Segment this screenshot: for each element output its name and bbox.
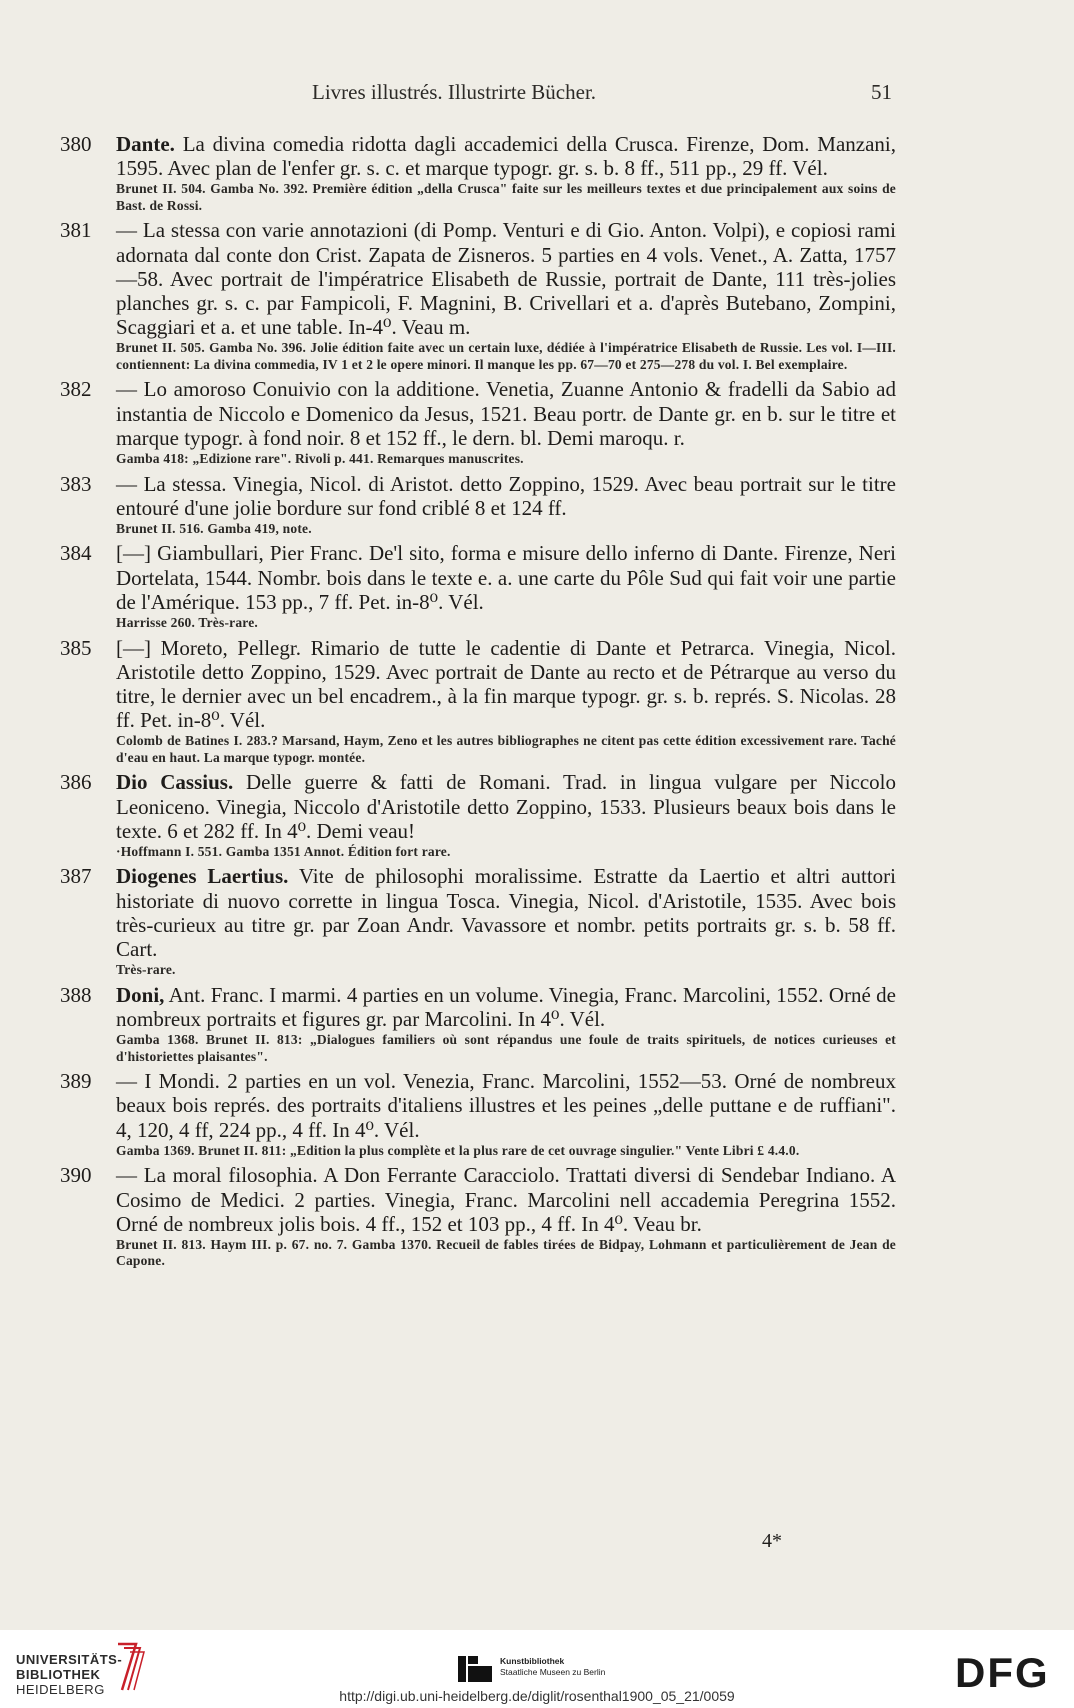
catalog-entry bbox=[60, 472, 896, 538]
entry-text: — La stessa con varie annotazioni (di Pomp. Venturi e di Gio. Anton. Volpi), e copiosi rami adornata dal conte don Crist. Zapata de Zisneros. 5 parties en 4 vols. Venet., A. Zatta, 1757—58. Avec portrait de l'impératrice Elisabeth de Russie, portrait de Dante, 111 très-jolies planches gr. s. c. par Fampicoli, F. Magnini, B. Crivellari et a. d'après Butebano, Zompini, Scaggiari et a. et une table. In-4⁰. Veau m. bbox=[116, 218, 896, 340]
entry-author: Dio Cassius. bbox=[116, 770, 234, 795]
entry-text: — I Mondi. 2 parties en un vol. Venezia, Franc. Marcolini, 1552—53. Orné de nombreux beaux bois représ. des portraits d'italiens illustres et les peines „delle puttane e de ruffiani". 4, 120, 4 ff, 224 pp., 4 ff. In 4⁰. Vél. bbox=[116, 1069, 896, 1142]
kunstbibliothek-subtitle: Staatliche Museen zu Berlin bbox=[500, 1667, 606, 1677]
entry-number: 390 bbox=[60, 1163, 92, 1188]
entry-number: 383 bbox=[60, 471, 92, 496]
entry-author: Doni, bbox=[116, 982, 165, 1007]
entry-note: Gamba 1369. Brunet II. 811: „Edition la plus complète et la plus rare de cet ouvrage singulier." Vente Libri £ 4.4.0. bbox=[116, 1142, 800, 1158]
entry-number: 385 bbox=[60, 635, 92, 660]
catalog-entry bbox=[60, 1163, 896, 1270]
entry-note: Brunet II. 505. Gamba No. 396. Jolie édition faite avec un certain luxe, dédiée à l'impératrice Elisabeth de Russie. Les vol. I—III. contiennent: La divina commedia, IV 1 et 2 le opere minori. Il manque les pp. 67—70 et 275—278 du vol. I. Bel exemplaire. bbox=[116, 340, 896, 372]
entry-number: 386 bbox=[60, 770, 92, 795]
entry-number: 387 bbox=[60, 864, 92, 889]
digitization-footer bbox=[0, 1630, 1074, 1708]
entry-text: La divina comedia ridotta dagli accademici della Crusca. Firenze, Dom. Manzani, 1595. Avec plan de l'enfer gr. s. c. et marque typogr. gr. s. b. 8 ff., 511 pp., 29 ff. Vél. bbox=[116, 132, 896, 181]
entry-number: 381 bbox=[60, 218, 92, 243]
header-title: Livres illustrés. Illustrirte Bücher. bbox=[312, 80, 597, 104]
kunstbibliothek-name: Kunstbibliothek bbox=[500, 1656, 565, 1666]
entry-note: Gamba 1368. Brunet II. 813: „Dialogues familiers où sont répandus une foule de traits spirituels, de notices curieuses et d'historiettes plaisantes". bbox=[116, 1032, 896, 1064]
catalog-entry bbox=[60, 541, 896, 631]
entry-note: Brunet II. 504. Gamba No. 392. Première édition „della Crusca" faite sur les meilleurs textes et due principalement aux soins de Bast. de Rossi. bbox=[116, 181, 896, 213]
entry-note: Très-rare. bbox=[116, 962, 176, 978]
kunstbibliothek-logo-icon bbox=[458, 1656, 492, 1682]
entry-number: 380 bbox=[60, 132, 92, 156]
entry-text: [—] Giambullari, Pier Franc. De'l sito, forma e misure dello inferno di Dante. Firenze, Neri Dortelata, 1544. Nombr. bois dans le texte e. a. une carte du Pôle Sud qui fait voir une partie de l'Amérique. 153 pp., 7 ff. Pet. in-8⁰. Vél. bbox=[116, 541, 896, 614]
catalog-entry bbox=[60, 864, 896, 978]
university-line-1: UNIVERSITÄTS- bbox=[16, 1652, 123, 1667]
dfg-logo[interactable]: DFG bbox=[955, 1649, 1050, 1696]
catalog-entry bbox=[60, 636, 896, 767]
entry-author: Diogenes Laertius. bbox=[116, 864, 289, 889]
entry-note: Harrisse 260. Très-rare. bbox=[116, 615, 259, 631]
entry-number: 384 bbox=[60, 541, 92, 566]
entry-note: ·Hoffmann I. 551. Gamba 1351 Annot. Édition fort rare. bbox=[116, 843, 451, 859]
entry-text: Ant. Franc. I marmi. 4 parties en un volume. Vinegia, Franc. Marcolini, 1552. Orné de nombreux portraits et figures gr. par Marcolini. In 4⁰. Vél. bbox=[116, 982, 896, 1031]
entry-number: 388 bbox=[60, 982, 92, 1007]
catalog-entries bbox=[60, 132, 896, 1274]
catalog-entry bbox=[60, 132, 896, 214]
entry-note: Brunet II. 516. Gamba 419, note. bbox=[116, 520, 312, 536]
university-library-logo-icon bbox=[112, 1640, 146, 1692]
entry-number: 389 bbox=[60, 1069, 92, 1094]
catalog-entry bbox=[60, 770, 896, 860]
entry-author: Dante. bbox=[116, 132, 175, 156]
permalink-url[interactable]: http://digi.ub.uni-heidelberg.de/diglit/rosenthal1900_05_21/0059 bbox=[339, 1688, 735, 1704]
catalog-entry bbox=[60, 983, 896, 1065]
university-line-2: BIBLIOTHEK bbox=[16, 1667, 101, 1682]
university-line-3: HEIDELBERG bbox=[16, 1682, 105, 1697]
catalog-entry bbox=[60, 1069, 896, 1159]
entry-text: Vite de philosophi moralissime. Estratte da Laertio et altri auttori historiate di nuovo corrette in lingua Tosca. Vinegia, Nicol. d'Aristotile, 1535. Avec bois très-curieux au titre gr. par Zoan Andr. Vavassore et nombr. petits portraits gr. s. b. 58 ff. Cart. bbox=[116, 864, 896, 962]
entry-note: Colomb de Batines I. 283.? Marsand, Haym, Zeno et les autres bibliographes ne citent pas cette édition excessivement rare. Taché d'eau en haut. La marque typogr. montée. bbox=[116, 733, 896, 765]
entry-number: 382 bbox=[60, 377, 92, 402]
entry-note: Brunet II. 813. Haym III. p. 67. no. 7. Gamba 1370. Recueil de fables tirées de Bidpay, Lohmann et particulièrement de Jean de Capone. bbox=[116, 1236, 896, 1269]
catalog-entry bbox=[60, 377, 896, 467]
signature-mark: 4* bbox=[762, 1530, 782, 1552]
entry-text: — La moral filosophia. A Don Ferrante Caracciolo. Trattati diversi di Sendebar Indiano. A Cosimo de Medici. 2 parties. Vinegia, Franc. Marcolini nell accademia Peregrina 1552. Orné de nombreux jolis bois. 4 ff., 152 et 103 pp., 4 ff. In 4⁰. Veau br. bbox=[116, 1163, 896, 1236]
entry-text: [—] Moreto, Pellegr. Rimario de tutte le cadentie di Dante et Petrarca. Vinegia, Nicol. Aristotile detto Zoppino, 1529. Avec portrait de Dante au recto et de Pétrarque au verso du titre, le dernier avec un bel encadrem., à la fin marque typogr. gr. s. b. représ. S. Nicolas. 28 ff. Pet. in-8⁰. Vél. bbox=[116, 635, 896, 733]
entry-text: — La stessa. Vinegia, Nicol. di Aristot. detto Zoppino, 1529. Avec beau portrait sur le titre entouré d'une jolie bordure sur fond criblé 8 et 124 ff. bbox=[116, 471, 896, 520]
entry-text: Delle guerre & fatti de Romani. Trad. in lingua vulgare per Niccolo Leoniceno. Vinegia, Niccolo d'Aristotile detto Zoppino, 1533. Plusieurs beaux bois dans le texte. 6 et 282 ff. In 4⁰. Demi veau! bbox=[116, 770, 897, 843]
catalog-entry bbox=[60, 218, 896, 373]
entry-note: Gamba 418: „Edizione rare". Rivoli p. 441. Remarques manuscrites. bbox=[116, 451, 524, 467]
kunstbibliothek-text[interactable] bbox=[500, 1656, 605, 1678]
page-number: 51 bbox=[871, 80, 892, 104]
entry-text: — Lo amoroso Conuivio con la additione. Venetia, Zuanne Antonio & fradelli da Sabio ad instantia de Niccolo e Domenico da Jesus, 1521. Beau portr. de Dante gr. en b. sur le titre et marque typogr. à fond noir. 8 et 152 ff., le dern. bl. Demi maroqu. r. bbox=[116, 377, 896, 450]
